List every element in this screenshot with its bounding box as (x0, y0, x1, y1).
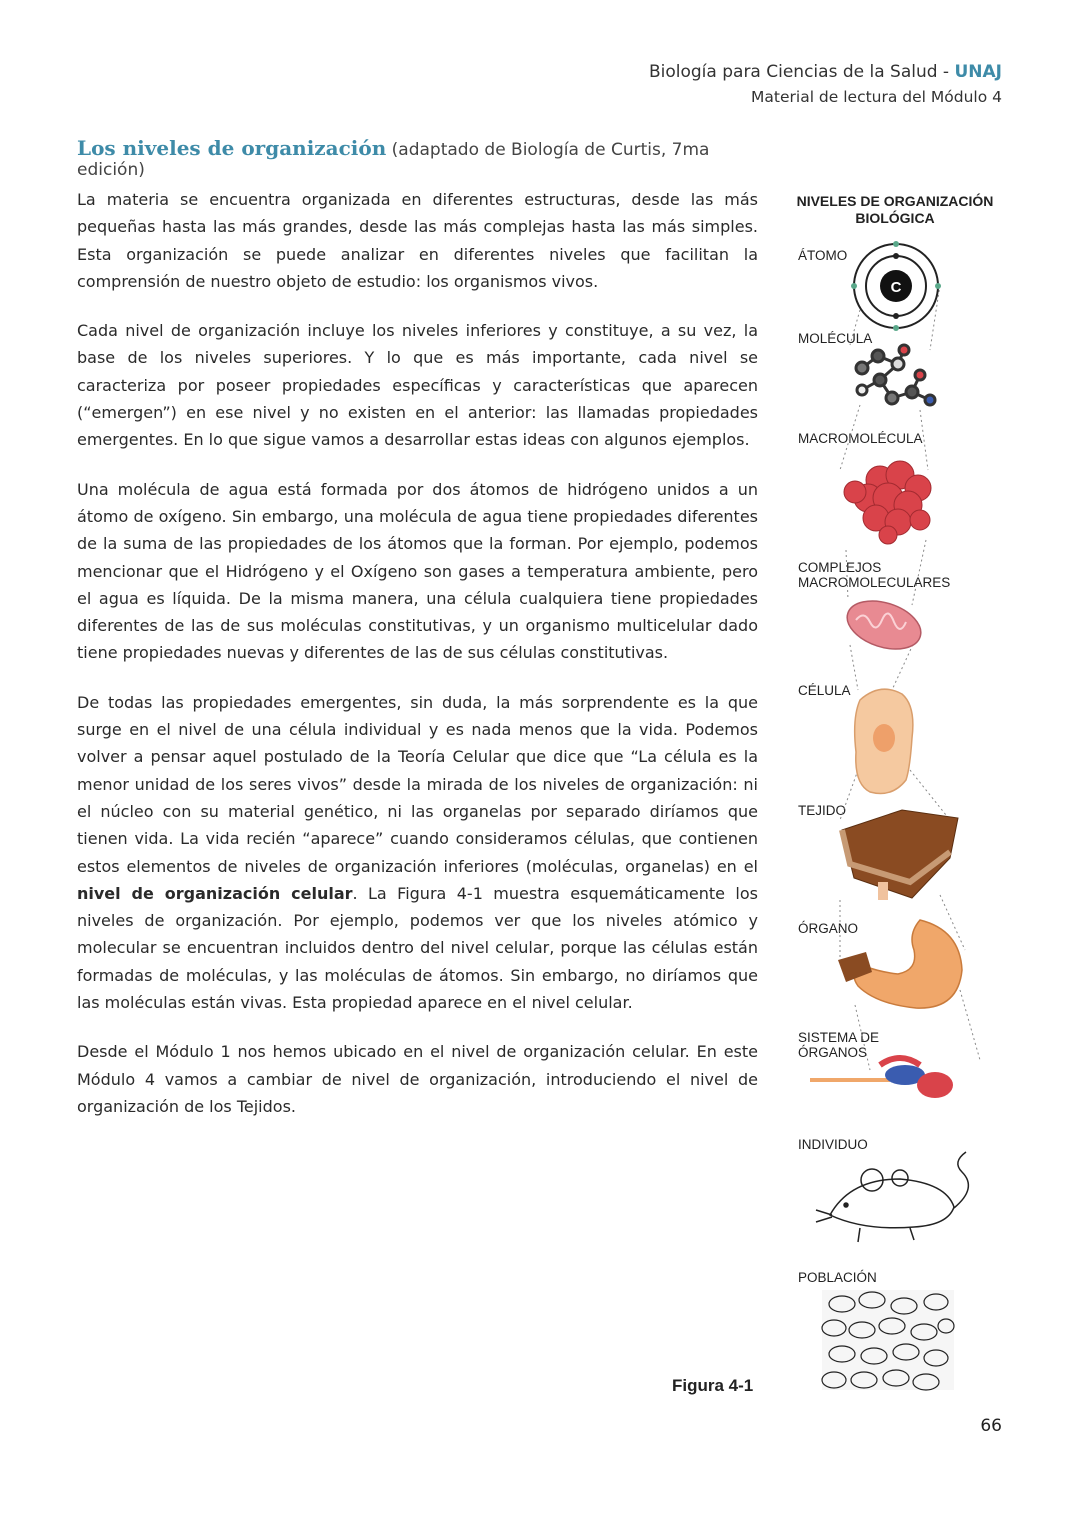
paragraph-4-part-a: De todas las propiedades emergentes, sin duda, la más sorprendente es la que surge en el nivel de una célula individual y es nada menos que la vida. Podemos volver a pensar aquel postulado de la Teoría Celular que dice que “La célula es la menor unidad de los seres vivos” desde la mirada de los niveles de organización: ni el núcleo con su material genético, ni las organelas por separado diríamos que tienen vida. La vida recién “aparece” cuando consideramos células, que contienen estos elementos de niveles de organización inferiores (moléculas, organelas) en el (77, 692, 758, 876)
macromolecule-icon (844, 461, 931, 544)
header-separator: - (937, 62, 955, 82)
paragraph-4-bold: nivel de organización celular (77, 883, 353, 903)
atom-icon (851, 241, 941, 331)
figure-title-line2: BIOLÓGICA (855, 210, 935, 226)
section-title (77, 136, 777, 180)
organ-system-icon (810, 1058, 953, 1098)
level-label-cell: CÉLULA (798, 683, 851, 698)
level-label-population: POBLACIÓN (798, 1270, 877, 1285)
tissue-icon (842, 810, 958, 900)
mitochondria-icon (841, 592, 927, 657)
population-icon (822, 1290, 954, 1390)
header-course-line (649, 62, 1002, 82)
cell-icon (855, 689, 913, 793)
paragraph-1: La materia se encuentra organizada en diferentes estructuras, desde las más pequeñas hasta las más grandes, desde las más complejas hasta las más simples. Esta organización se puede analizar en diferentes niveles que facilitan la comprensión de nuestro objeto de estudio: los organismos vivos. (77, 190, 758, 291)
header-course: Biología para Ciencias de la Salud (648, 62, 938, 82)
mouse-icon (816, 1152, 968, 1242)
paragraph-2: Cada nivel de organización incluye los niveles inferiores y constituye, a su vez, la base de los niveles superiores. Y lo que es más importante, cada nivel se caracteriza por poseer propiedades específicas y características que aparecen (“emergen”) en ese nivel y no existen en el anterior: las llamadas propiedades emergentes. En lo que sigue vamos a desarrollar estas ideas con algunos ejemplos. (77, 321, 758, 450)
header-brand: UNAJ (954, 62, 1002, 82)
organ-icon (838, 920, 962, 1008)
levels-of-organization-figure (780, 230, 1010, 1405)
figure-title-line1: NIVELES DE ORGANIZACIÓN (796, 193, 994, 209)
level-label-individual: INDIVIDUO (798, 1137, 868, 1152)
body-text (77, 186, 758, 1142)
atom-symbol: C (890, 279, 902, 296)
paragraph-4-part-b: . La Figura 4-1 muestra esquemáticamente los niveles de organización. Por ejemplo, podemos ver que los niveles atómico y molecular se encuentran incluidos dentro del nivel celular, porque las células están formadas de moléculas, y las moléculas de átomos. Sin embargo, no diríamos que las moléculas están vivas. Esta propiedad aparece en el nivel celular. (77, 883, 758, 1013)
level-label-organ: ÓRGANO (798, 921, 859, 936)
paragraph-3: Una molécula de agua está formada por dos átomos de hidrógeno unidos a un átomo de oxígeno. Sin embargo, una molécula de agua tiene propiedades diferentes de la suma de las propiedades de los átomos que la forman. Por ejemplo, podemos mencionar que el Hidrógeno y el Oxígeno son gases a temperatura ambiente, pero el agua es líquida. De la misma manera, una célula cualquiera tiene propiedades diferentes de las de sus moléculas constitutivas, y un organismo multicelular dado tiene propiedades nuevas y diferentes de las de sus células constitutivas. (77, 479, 758, 663)
figure-caption: Figura 4-1 (672, 1376, 754, 1395)
page-number: 66 (980, 1416, 1002, 1436)
section-title-main: Los niveles de organización (77, 136, 387, 160)
level-label-molecule: MOLÉCULA (798, 331, 873, 346)
paragraph-4 (77, 689, 758, 1017)
header-subtitle: Material de lectura del Módulo 4 (751, 88, 1002, 106)
section-title-source: (adaptado de Biología de Curtis, 7ma edición) (77, 140, 710, 180)
level-label-atom: ÁTOMO (798, 248, 848, 263)
level-label-organ-system: SISTEMA DE ÓRGANOS (798, 1030, 880, 1060)
level-label-macromolecular-complexes: COMPLEJOS MACROMOLECULARES (798, 560, 951, 590)
molecule-icon (856, 345, 935, 405)
level-label-macromolecule: MACROMOLÉCULA (798, 431, 923, 446)
level-label-tissue: TEJIDO (798, 803, 847, 818)
figure-title (784, 193, 1006, 227)
paragraph-5: Desde el Módulo 1 nos hemos ubicado en el nivel de organización celular. En este Módulo 4 vamos a cambiar de nivel de organización, introduciendo el nivel de organización de los Tejidos. (77, 1042, 758, 1116)
running-header (649, 62, 1002, 106)
